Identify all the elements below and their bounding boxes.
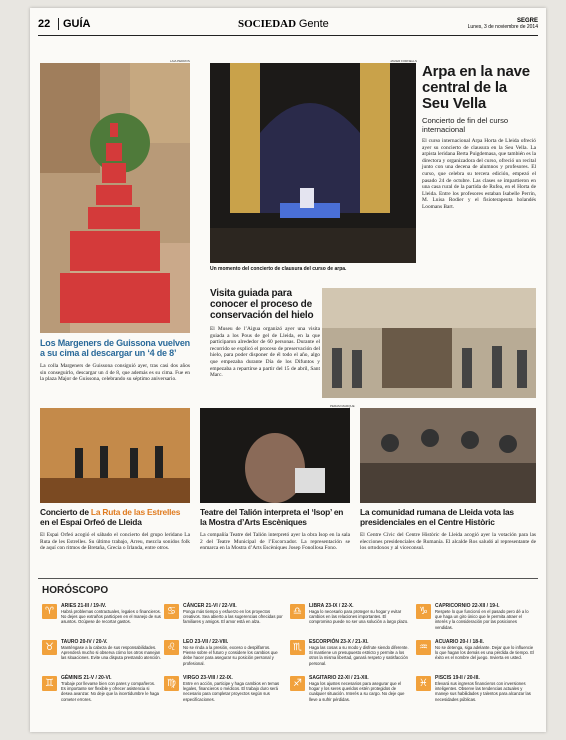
sign-text: Trabaje por llevarse bien con pares y compañeros. Es importante ser flexible y ofrecer asistencia si desea avanzar. No deje que la incertidumbre le haga cometer errores. <box>61 681 160 702</box>
photo-credit-arpa: JAVIER FORNELLS <box>390 59 417 63</box>
horoscope-sign <box>290 639 412 675</box>
horoscope-sign <box>290 603 412 639</box>
sign-name: ACUARIO 20-I / 18-II. <box>435 639 484 645</box>
rumana-photo <box>360 408 536 503</box>
sign-text: No se rinda a la presión, exceso o despilfarros. Piense sobre el futuro y considere los cambios que debe hacer para asegurar su posición personal y profesional. <box>183 645 278 666</box>
sign-text: No se detenga, siga adelante. Dejar que lo influencie lo que hagan los demás es una pérdida de tiempo. El éxito es el nombre del juego. Invierta en usted. <box>435 645 534 661</box>
theatre-illustration <box>200 408 350 503</box>
horoscope-sign <box>42 603 164 639</box>
sign-text: Manténgase a la cabeza de sus responsabilidades. Aprenderá mucho si observa cómo los otros manejan las situaciones. Evite una disputa prestando atención. <box>61 645 161 661</box>
guissona-body: La colla Margeners de Guissona consiguió ayer, tras casi dos años sin conseguirlo, descargar un 4 de 8, que además es su cima. Fue en la plaza Major de Guissona, celebrando su séptimo aniversario. <box>40 363 190 383</box>
page-number: 22 <box>38 18 51 30</box>
sign-text: Haga las cosas a su modo y disfrute siendo diferente. Si mantiene un presupuesto estricto y permite a los otros la misma libertad, ganará respeto y satisfacción personal. <box>309 645 409 666</box>
castellers-illustration <box>40 63 190 333</box>
horoscope-sign <box>416 603 538 639</box>
section-title: SOCIEDAD Gente <box>238 18 329 30</box>
castellers-photo <box>40 63 190 333</box>
page-header <box>38 18 538 36</box>
sign-name: CAPRICORNIO 22-XII / 19-I. <box>435 603 500 609</box>
horoscope-sign <box>416 675 538 711</box>
newspaper-page <box>30 8 546 732</box>
sign-text: Habrá problemas contractuales, legales o financieros. No dejes que extraños participen en el manejo de sus asuntos. Ocúpese de recortar gastos. <box>61 609 161 625</box>
sign-text: Ponga más tiempo y esfuerzo en los proyectos creativos. Sea abierto a las sugerencias ofrecidas por familiares y amigos. El amor está en alza. <box>183 609 283 625</box>
sign-text: Haga los ajustes necesarios para asegurar que el hogar y los seres queridos estén protegidos de cualquier situación. Interés a su cargo. No deje que lleve a sufrir pérdidas. <box>309 681 405 702</box>
arpa-dek: Concierto de fin del curso internacional <box>422 116 509 134</box>
sign-name: PISCIS 19-II / 20-III. <box>435 675 480 681</box>
ruta-body: El Espai Orfeó acogió el sábado el concierto del grupo leridano La Ruta de les Estrelles. Su último trabajo, Arreu, mezcla sonidos folk de aquí con ritmos de Bretaña, Grecia o Irlanda, entre otros. <box>40 532 190 552</box>
horoscope-sign <box>164 675 286 711</box>
horoscope-sign <box>290 675 412 711</box>
zodiac-icon: ♐ <box>290 676 305 691</box>
horoscope-sign <box>164 639 286 675</box>
sign-name: LEO 23-VII / 22-VIII. <box>183 639 229 645</box>
hielo-body: El Museu de l’Aigua organizó ayer una visita guiada a los Pous de gel de Lleida, en la que participaron alrededor de 60 personas. Durante el recorrido se explicó el proceso de preservación del hielo, para poder disponer de él todo el año, algo que empezaba durante Día de los Difuntos y empezaba a repartirse a partir del 15 de abril, Sant Marc. <box>210 326 320 379</box>
horoscope-sign <box>164 603 286 639</box>
rumana-body: El Centre Cívic del Centre Històric de Lleida acogió ayer la votación para las elecciones presidenciales de Rumanía. El alcalde Ros saludó al representante de los ortodoxos y al viceconsul. <box>360 532 536 552</box>
talion-body: La compañía Teatre del Talión interpretó ayer la obra Isop en la sala 2 del Teatre Municipal de l’Escorxador. La representación se enmarca en la Mostra d’Arts Escèniques Josep Fonollosa Fono. <box>200 532 350 552</box>
sign-text: Respete lo que funcionó en el pasado pero dé a lo que haga un giro único que le permita atraer el interés y la consideración por las posiciones vendidas. <box>435 609 529 630</box>
pous-gel-photo <box>322 288 536 398</box>
zodiac-icon: ♑ <box>416 604 431 619</box>
horoscope-sign <box>42 639 164 675</box>
hielo-headline: Visita guiada para conocer el proceso de conservación del hielo <box>210 288 314 321</box>
ruta-photo <box>40 408 190 503</box>
zodiac-icon: ♋ <box>164 604 179 619</box>
horoscope-sign <box>416 639 538 675</box>
sign-name: SAGITARIO 22-XI / 21-XII. <box>309 675 369 681</box>
section-name: GUÍA <box>58 18 91 30</box>
sign-text: Entre en acción, participe y haga cambios en temas legales, financieros o médicos. El trabajo duro será necesario para completar proyectos según sus especificaciones. <box>183 681 280 702</box>
sign-name: TAURO 20-IV / 20-V. <box>61 639 108 645</box>
photo-credit-talion: PERAM MARQUE <box>330 404 355 408</box>
zodiac-icon: ♓ <box>416 676 431 691</box>
sign-text: Elevará sus ingresos financieros con inversiones inteligentes. Observe las tendencias actuales y maneje sus habilidades y talentos para alcanzar las necesidades públicas. <box>435 681 531 702</box>
horoscope-section <box>38 578 538 722</box>
arpa-headline: Arpa en la nave central de la Seu Vella <box>422 63 530 112</box>
arpa-photo <box>210 63 416 263</box>
zodiac-icon: ♌ <box>164 640 179 655</box>
pous-illustration <box>322 288 536 398</box>
sign-name: ARIES 21-III / 19-IV. <box>61 603 107 609</box>
paper-info: SEGRE Lunes, 3 de noviembre de 2014 <box>467 18 538 30</box>
photo-credit-guissona: LAIA PEDROS <box>170 59 190 63</box>
horoscope-title: HORÓSCOPO <box>42 585 109 596</box>
sign-name: LIBRA 23-IX / 22-X. <box>309 603 354 609</box>
zodiac-icon: ♏ <box>290 640 305 655</box>
ruta-headline: Concierto de La Ruta de las Estrelles en el Espai Orfeó de Lleida <box>40 507 181 527</box>
talion-photo <box>200 408 350 503</box>
zodiac-icon: ♒ <box>416 640 431 655</box>
guissona-headline: Los Margeners de Guissona vuelven a su cima al descargar un ‘4 de 8’ <box>40 338 190 358</box>
zodiac-icon: ♉ <box>42 640 57 655</box>
sign-name: CÁNCER 21-VI / 22-VII. <box>183 603 237 609</box>
sign-name: ESCORPIÓN 23-X / 21-XI. <box>309 639 369 645</box>
sign-text: Haga lo necesario para proteger su hogar y evitar cambios en las relaciones importantes. El compromiso puede no ser una solución a largo plazo. <box>309 609 409 625</box>
zodiac-icon: ♍ <box>164 676 179 691</box>
cathedral-illustration <box>210 63 416 263</box>
horoscope-sign <box>42 675 164 711</box>
sign-name: VIRGO 23-VIII / 22-IX. <box>183 675 233 681</box>
sign-name: GÉMINIS 21-V / 20-VI. <box>61 675 112 681</box>
arpa-caption: Un momento del concierto de clausura del curso de arpa. <box>210 266 347 272</box>
rumana-headline: La comunidad rumana de Lleida vota las presidenciales en el Centre Històric <box>360 507 514 527</box>
zodiac-icon: ♈ <box>42 604 57 619</box>
voters-illustration <box>360 408 536 503</box>
zodiac-icon: ♊ <box>42 676 57 691</box>
arpa-body: El curso internacional Arpa Horta de Lleida ofreció ayer su concierto de clausura en la Seu Vella. La arpista leridana Berta Puigdemasa, que también es la directora y organizadora del curso, ofreció un recital junto con una decena de alumnos y profesores. El curso, que celebra su tercera edición, empezó el pasado 24 de octubre. Las clases se impartieron en una casa rural de la partida de Rufea, en el Horta de Lleida. Entre los profesores estaban Isabelle Perrin, M. Luisa Rodier y el fisioterapeuta holandés Loomans Bart. <box>422 138 536 210</box>
concert-illustration <box>40 408 190 503</box>
zodiac-icon: ♎ <box>290 604 305 619</box>
talion-headline: Teatre del Talión interpreta el ‘Isop’ en la Mostra d’Arts Escèniques <box>200 507 344 527</box>
